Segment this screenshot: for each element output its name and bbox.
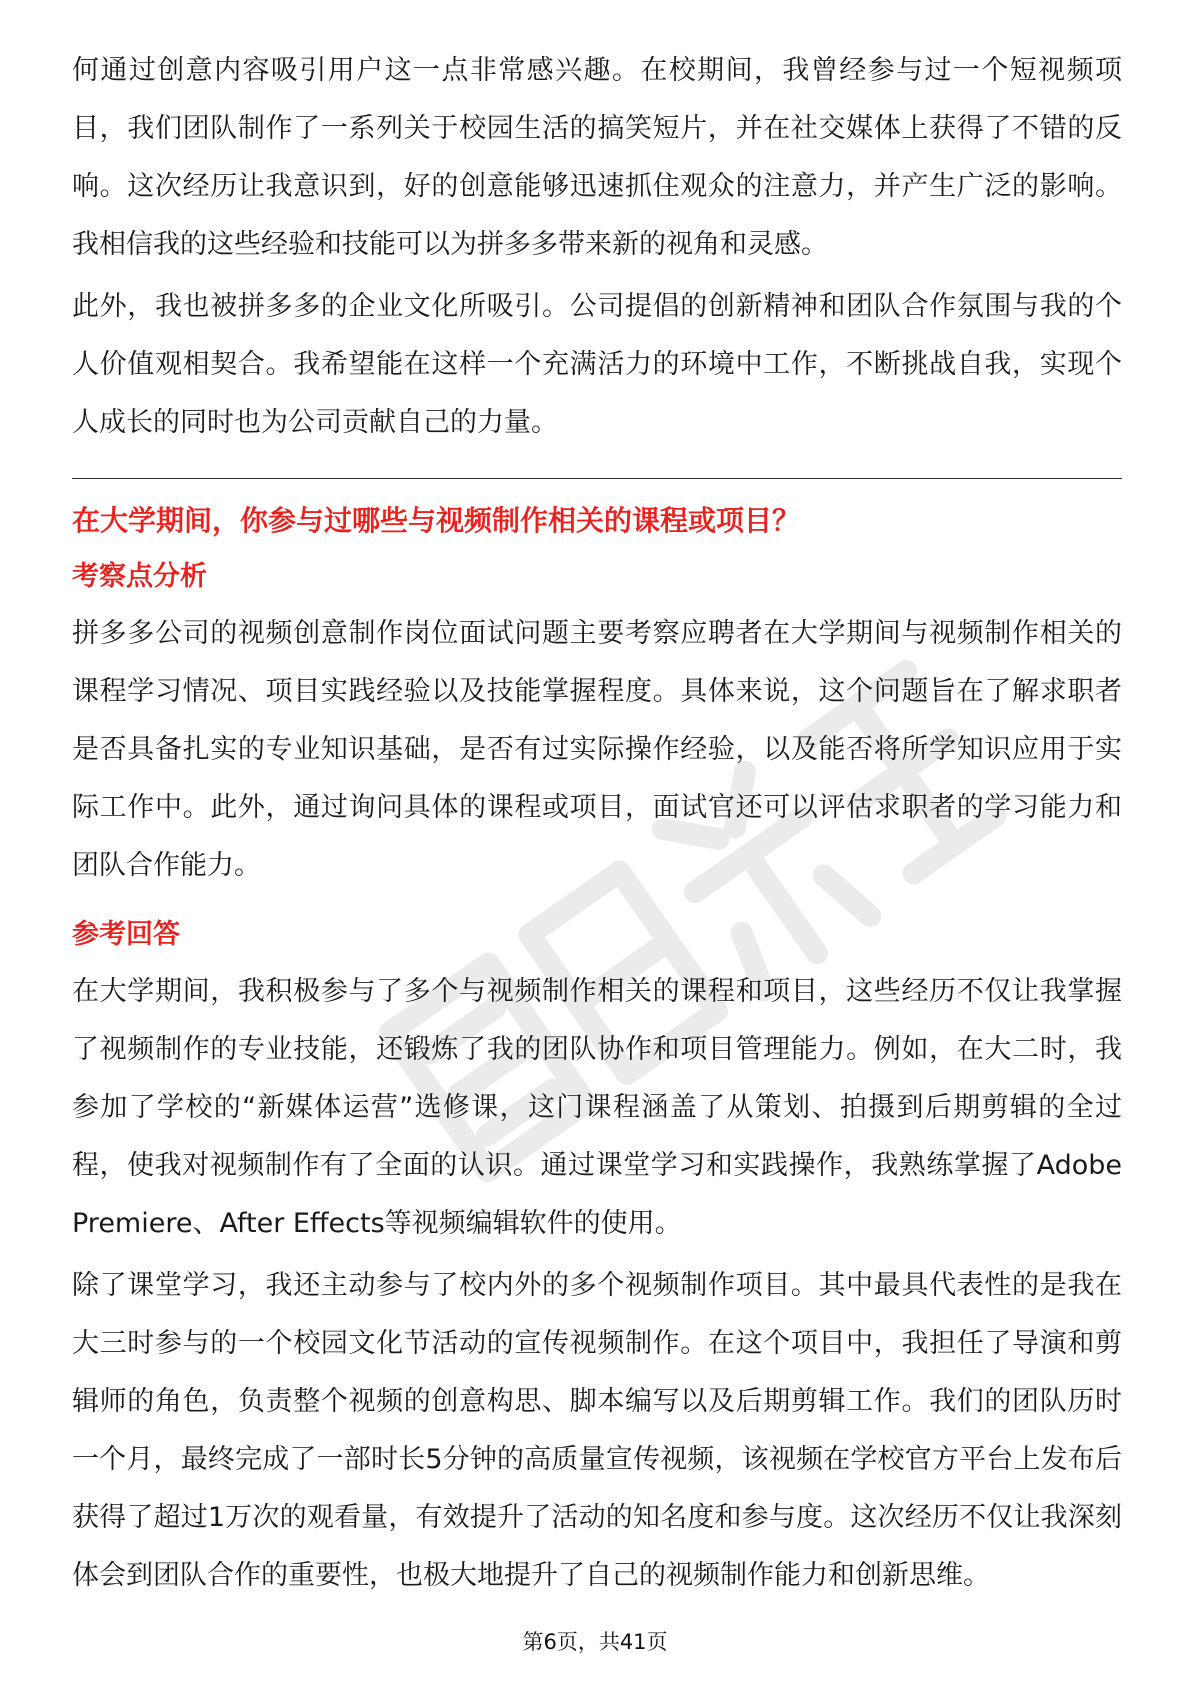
intro-paragraph-2: 此外，我也被拼多多的企业文化所吸引。公司提倡的创新精神和团队合作氛围与我的个人价值观相契合。我希望能在这样一个充满活力的环境中工作，不断挑战自我，实现个人成长的同时也为公司贡献自己的力量。 (72, 291, 1122, 438)
answer-paragraph-2: 除了课堂学习，我还主动参与了校内外的多个视频制作项目。其中最具代表性的是我在大三时参与的一个校园文化节活动的宣传视频制作。在这个项目中，我担任了导演和剪辑师的角色，负责整个视频的创意构思、脚本编写以及后期剪辑工作。我们的团队历时一个月，最终完成了一部时长5分钟的高质量宣传视频，该视频在学校官方平台上发布后获得了超过1万次的观看量，有效提升了活动的知名度和参与度。这次经历不仅让我深刻体会到团队合作的重要性，也极大地提升了自己的视频制作能力和创新思维。 (72, 1270, 1122, 1591)
intro-paragraph-1: 何通过创意内容吸引用户这一点非常感兴趣。在校期间，我曾经参与过一个短视频项目，我们团队制作了一系列关于校园生活的搞笑短片，并在社交媒体上获得了不错的反响。这次经历让我意识到，好的创意能够迅速抓住观众的注意力，并产生广泛的影响。我相信我的这些经验和技能可以为拼多多带来新的视角和灵感。 (72, 55, 1122, 260)
answer-paragraph-1: 在大学期间，我积极参与了多个与视频制作相关的课程和项目，这些经历不仅让我掌握了视频制作的专业技能，还锻炼了我的团队协作和项目管理能力。例如，在大二时，我参加了学校的“新媒体运营”选修课，这门课程涵盖了从策划、拍摄到后期剪辑的全过程，使我对视频制作有了全面的认识。通过课堂学习和实践操作，我熟练掌握了Adobe Premiere、After Effects等视频编辑软件的使用。 (72, 976, 1122, 1239)
document-page (72, 42, 1122, 1605)
question-heading: 在大学期间，你参与过哪些与视频制作相关的课程或项目？ (72, 504, 801, 537)
answer-heading: 参考回答 (72, 919, 180, 950)
analysis-text: 拼多多公司的视频创意制作岗位面试问题主要考察应聘者在大学期间与视频制作相关的课程学习情况、项目实践经验以及技能掌握程度。具体来说，这个问题旨在了解求职者是否具备扎实的专业知识基础，是否有过实际操作经验，以及能否将所学知识应用于实际工作中。此外，通过询问具体的课程或项目，面试官还可以评估求职者的学习能力和团队合作能力。 (72, 618, 1122, 881)
section-divider (72, 478, 1122, 479)
analysis-heading: 考察点分析 (72, 561, 207, 592)
page-number-footer: 第6页，共41页 (522, 1630, 668, 1654)
